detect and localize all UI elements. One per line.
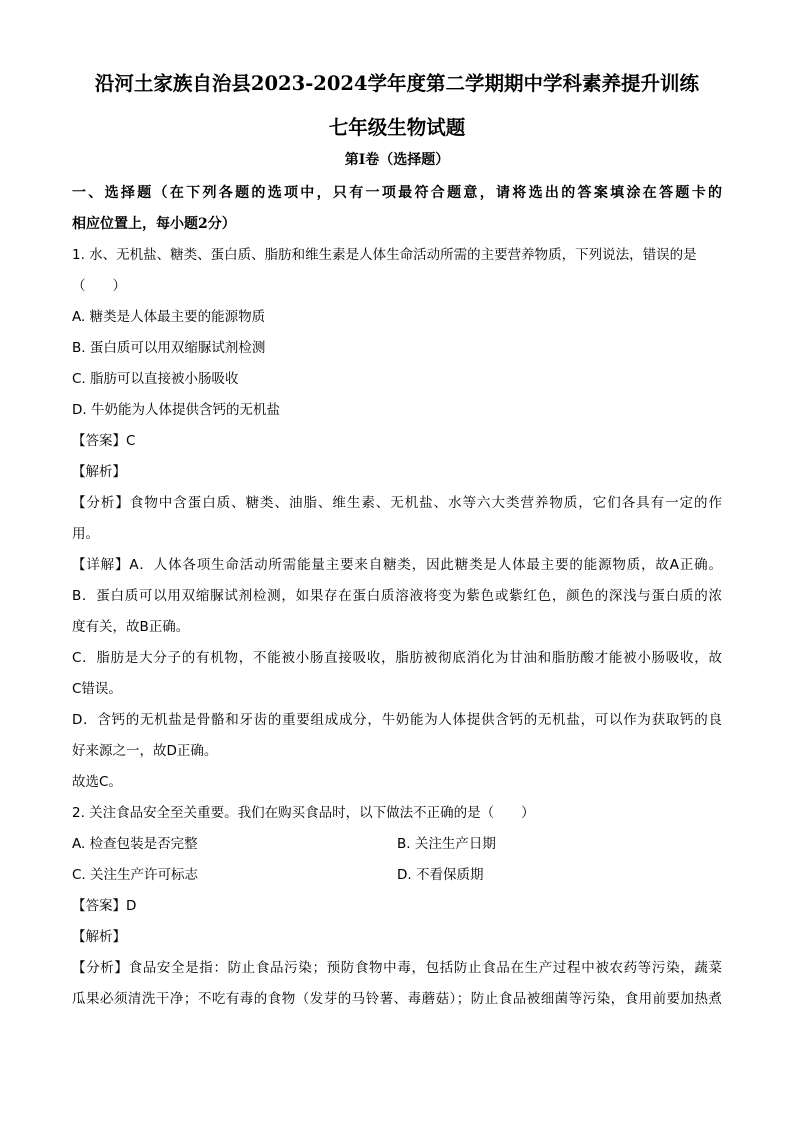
q1-stem-line-2: （ ）: [72, 278, 126, 294]
q2-option-d: D. 不看保质期: [397, 867, 484, 883]
document-body: [72, 178, 722, 1015]
q2-stem: 2. 关注食品安全至关重要。我们在购买食品时，以下做法不正确的是（ ）: [72, 805, 535, 821]
q1-option-c: C. 脂肪可以直接被小肠吸收: [72, 371, 239, 387]
q1-detail-line-6: D．含钙的无机盐是骨骼和牙齿的重要组成成分，牛奶能为人体提供含钙的无机盐，可以作为获取钙的良: [72, 712, 722, 728]
exam-subtitle: 七年级生物试题: [328, 116, 466, 139]
section-intro-line-2: 相应位置上，每小题2分）: [72, 216, 236, 232]
q1-detail-line-2: B．蛋白质可以用双缩脲试剂检测，如果存在蛋白质溶液将变为紫色或紫红色，颜色的深浅与蛋白质的浓: [72, 588, 722, 604]
q2-options-row-1: [72, 829, 722, 860]
q1-option-d: D. 牛奶能为人体提供含钙的无机盐: [72, 402, 280, 418]
q2-option-c: C. 关注生产许可标志: [72, 867, 199, 883]
q2-analysis-line-2: 瓜果必须清洗干净；不吃有毒的食物（发芽的马铃薯、毒蘑菇）；防止食品被细菌等污染，食用前要加热煮: [72, 991, 722, 1007]
q1-option-a: A. 糖类是人体最主要的能源物质: [72, 309, 266, 325]
q2-analysis-line-1: 【分析】食品安全是指：防止食品污染；预防食物中毒，包括防止食品在生产过程中被农药等污染，蔬菜: [72, 960, 722, 976]
q1-detail-line-7: 好来源之一，故D正确。: [72, 743, 218, 759]
q2-answer: 【答案】D: [72, 898, 137, 914]
q1-analysis-line-1: 【分析】食物中含蛋白质、糖类、油脂、维生素、无机盐、水等六大类营养物质，它们各具有一定的作: [72, 495, 722, 511]
section-title: 第Ⅰ卷（选择题）: [344, 152, 450, 168]
q1-detail-line-5: C错误。: [72, 681, 122, 697]
q1-answer: 【答案】C: [72, 433, 136, 449]
q1-detail-line-8: 故选C。: [72, 774, 122, 790]
q1-detail-line-1: 【详解】A．人体各项生命活动所需能量主要来自糖类，因此糖类是人体最主要的能源物质，故A正确。: [72, 557, 722, 573]
q2-option-b: B. 关注生产日期: [397, 836, 496, 852]
q1-detail-line-3: 度有关，故B正确。: [72, 619, 190, 635]
q2-option-a: A. 检查包装是否完整: [72, 836, 198, 852]
q2-options-row-2: [72, 860, 722, 891]
exam-title: 沿河土家族自治县2023-2024学年度第二学期期中学科素养提升训练: [94, 72, 700, 95]
q2-analysis-label: 【解析】: [72, 929, 126, 945]
q1-detail-line-4: C．脂肪是大分子的有机物，不能被小肠直接吸收，脂肪被彻底消化为甘油和脂肪酸才能被小肠吸收，故: [72, 650, 722, 666]
section-intro-line-1: 一、选择题（在下列各题的选项中，只有一项最符合题意，请将选出的答案填涂在答题卡的: [72, 185, 722, 201]
q1-stem-line-1: 1. 水、无机盐、糖类、蛋白质、脂肪和维生素是人体生命活动所需的主要营养物质，下列说法，错误的是: [72, 247, 697, 263]
q1-analysis-label: 【解析】: [72, 464, 126, 480]
q1-analysis-line-2: 用。: [72, 526, 99, 542]
q1-option-b: B. 蛋白质可以用双缩脲试剂检测: [72, 340, 266, 356]
